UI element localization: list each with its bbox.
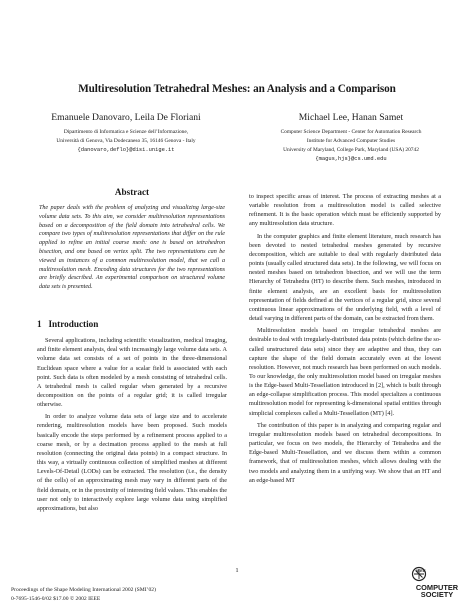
intro-paragraph: In order to analyze volume data sets of large size and to accelerate rendering, multiresolution models have been proposed. Such models basically encode the steps performed by a refinement process applied to a coarse mesh, or by a decimation process applied to the mesh at full resolution (connecting the original data points) in a compact structure. In this way, a virtually continuous collection of simplified meshes at different Levels-Of-Detail (LODs) can be extracted. The resolution (i.e., the density of the cells) of an approximating mesh may vary in different parts of the field domain, or in the proximity of interesting field values. This enables the user not only to interactively explore large volume data using simplified approximations, but also <box>37 413 227 512</box>
right-column <box>249 192 441 485</box>
logo-line: COMPUTER <box>415 583 459 592</box>
paper-title: Multiresolution Tetrahedral Meshes: an Analysis and a Comparison <box>78 83 396 95</box>
introduction-heading: 1 Introduction <box>37 319 99 330</box>
body-paragraph: Multiresolution models based on irregular tetrahedral meshes are desirable to deal with irregularly-distributed data points (which define the so-called unstructured data sets) since they are adaptive and thus, they can capture the shape of the field domain accurately even at the lowest resolution. However, not much research has been performed on such models. To our knowledge, the only multiresolution model based on irregular meshes is the Edge-based Multi-Tessellation introduced in [2], which is built through an edge-collapse simplification process. This model specializes a continuous multiresolution model for representing k-dimensional spatial entities through simplicial complexes called a Multi-Tessellation (MT) [4]. <box>249 327 441 417</box>
affiliation-line: Computer Science Department - Center for Automation Research <box>280 129 422 135</box>
affiliation-line: Institute for Advanced Computer Studies <box>306 138 396 144</box>
author-email-left: {danovaro,deflo}@disi.unige.it <box>77 147 175 153</box>
logo-top-text: IEEE <box>416 568 426 573</box>
page-number: 1 <box>235 567 239 574</box>
body-paragraph: In the computer graphics and finite element literature, much research has been devoted to nested tetrahedral meshes generated by recursive decomposition, which are suitable to deal with regularly distributed data points (usually called structured data sets). In the following, we will focus on nested meshes based on tetrahedron bisection, and we will use the term Hierarchy of Tetrahedra (HT) to describe them. Such meshes, introduced in finite element analysis, are an excellent basis for multiresolution representation of fields defined at the vertices of a regular grid, since several continuous linear approximations of the underlying field, with a level of detail varying in different parts of the domain, can be extracted from them. <box>249 232 441 323</box>
intro-paragraph: Several applications, including scientific visualization, medical imaging, and finite element analysis, deal with increasingly large volume data sets. A volume data set consists of a set of points in the three-dimensional Euclidean space where a value for a scalar field is associated with each point. Such data is often modeled by a mesh consisting of tetrahedral cells. A tetrahedral mesh is called regular when generated by a recursive decomposition on the points of a regular grid; it is called irregular otherwise. <box>37 337 227 409</box>
logo-main-text <box>411 584 463 598</box>
abstract-heading: Abstract <box>114 187 150 197</box>
author-names-right: Michael Lee, Hanan Samet <box>298 112 404 123</box>
affiliation-line: Dipartimento di Informatica e Scienze dell’Informazione, <box>63 129 189 135</box>
author-email-right: {magus,hjs}@cs.umd.edu <box>315 156 387 162</box>
affiliation-line: University of Maryland, College Park, Maryland (USA) 20742 <box>283 147 419 153</box>
body-paragraph: to inspect specific areas of interest. The process of extracting meshes at a variable resolution from a multiresolution model is called selective refinement. It is the basic operation which must be efficiently supported by any multiresolution data structure. <box>249 193 441 228</box>
body-paragraph: The contribution of this paper is in analyzing and comparing regular and irregular multiresolution models based on tetrahedral decompositions. In particular, we focus on two models, the Hierarchy of Tetrahedra and the Edge-based Multi-Tessellation, and we discuss them within a common framework, that of multiresolution meshes, which allows dealing with the two models and analyzing them in a unifying way. We show that an HT and an edge-based MT <box>249 421 441 484</box>
author-block-left <box>20 111 232 155</box>
left-column <box>37 186 227 513</box>
footer-proceedings: Proceedings of the Shape Modeling International 2002 (SMI’02) <box>11 587 156 593</box>
author-block-right <box>244 111 458 164</box>
footer-isbn: 0-7695-1546-0/02 $17.00 © 2002 IEEE <box>11 596 101 602</box>
author-names-left: Emanuele Danovaro, Leila De Floriani <box>51 112 201 123</box>
affiliation-line: Università di Genova, Via Dodecaneso 35, 16146 Genova - Italy <box>56 138 196 144</box>
abstract-text: The paper deals with the problem of analyzing and visualizing large-size volume data sets. To this aim, we consider multiresolution representations based on a decomposition of the field domain into tetrahedral cells. We compare two types of multiresolution representations that differ on the rule applied to refine an initial coarse mesh: one is based on tetrahedron bisection, and one based on vertex split. The two representations can be viewed as instances of a common multiresolution model, that we call a multiresolution mesh. Encoding data structures for the two representations are briefly described. An experimental comparison on structured volume data sets is presented. <box>39 205 225 291</box>
logo-line: SOCIETY <box>420 590 454 599</box>
